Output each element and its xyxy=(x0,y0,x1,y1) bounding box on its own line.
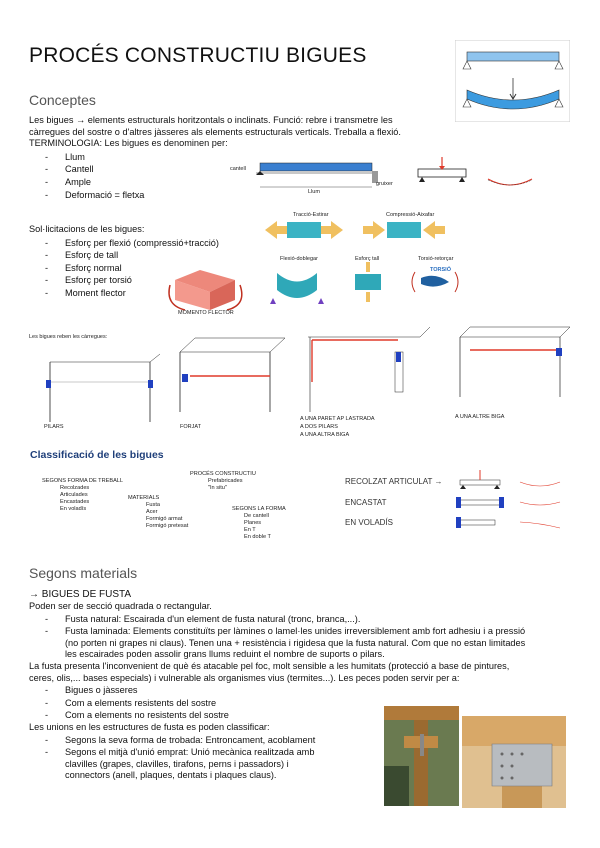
cantell-label: cantell xyxy=(230,166,246,172)
list-item: - Cantell xyxy=(29,163,449,176)
pilars-label: A DOS PILARS xyxy=(300,424,338,430)
gruix-label: gruixer xyxy=(376,181,393,187)
flexio-label: Flexió-doblegar xyxy=(280,256,318,262)
paret-label: A UNA PARET AP LASTRADA xyxy=(300,416,375,422)
materials-title: MATERIALS xyxy=(128,495,160,501)
llum-label: Llum xyxy=(308,189,320,195)
list-item: Planes xyxy=(244,520,262,526)
paret-type-label: PILARS xyxy=(44,424,64,430)
fusta-cont4: connectors (anell, plaques, dentats i plaques claus). xyxy=(65,770,277,781)
list-item: - Moment flector xyxy=(29,287,219,300)
list-item: - Com a elements no resistents del sostre xyxy=(29,709,574,722)
pilar-label: FORJAT xyxy=(180,424,201,430)
proces-block xyxy=(190,471,256,492)
list-item: En doble T xyxy=(244,534,271,540)
fusta-p1: Poden ser de secció quadrada o rectangular. xyxy=(29,601,212,611)
altra-biga-2-label: A UNA ALTRE BIGA xyxy=(455,414,505,420)
list-item: - Bigues o jàsseres xyxy=(29,684,574,697)
fusta-cont1: (no porten ni grapes ni claus). Tenen una + resistència i rigidesa que la fusta natural. Com que no estan limitades xyxy=(65,637,526,648)
list-item: Prefabricades xyxy=(208,478,243,484)
support-voladis: EN VOLADÍS xyxy=(345,518,394,527)
fusta-cont2: les escairades poden assolir grans llums reduint el nombre de suports o pilars. xyxy=(65,649,385,660)
sollicitacions-label: Sol·licitacions de les bigues: xyxy=(29,224,145,234)
list-item: - Esforç de tall xyxy=(29,249,219,262)
fusta-heading: → BIGUES DE FUSTA xyxy=(29,589,132,600)
forma-title: SEGONS LA FORMA xyxy=(232,506,286,512)
list-item: Encastades xyxy=(60,499,90,505)
fusta-p2: La fusta presenta l'inconvenient de què és atacable pel foc, molt sensible a les humitats (protecció a base de pintures, xyxy=(29,660,510,671)
forma-block xyxy=(232,506,286,541)
fusta-types-list xyxy=(29,613,574,638)
list-item: - Segons la seva forma de trobada: Entroncament, acoblament xyxy=(29,734,574,747)
section-conceptes: Conceptes xyxy=(29,92,96,108)
tall-label: Esforç tall xyxy=(355,256,380,262)
page-title: PROCÉS CONSTRUCTIU BIGUES xyxy=(29,44,367,67)
section-segons-materials: Segons materials xyxy=(29,565,138,581)
torsio-label: Torsió-retorçar xyxy=(418,256,454,262)
support-recolzat: RECOLZAT ARTICULAT → xyxy=(345,477,443,486)
list-item: - Esforç per torsió xyxy=(29,274,219,287)
list-item: Articulades xyxy=(60,492,88,498)
altra-biga-label: A UNA ALTRA BIGA xyxy=(300,432,350,438)
list-item: - Ample xyxy=(29,176,449,189)
fusta-cont3: clavilles (grapes, clavilles, tirafons, perns i passadors) i xyxy=(65,758,289,769)
torso-label: TORSIÓ xyxy=(430,267,451,273)
intro-line-1: Les bigues → elements estructurals horitzontals o inclinats. Funció: rebre i transmetre les xyxy=(29,115,393,125)
carregues-label: Les bigues reben les càrregues: xyxy=(29,334,108,340)
list-item: Recolzades xyxy=(60,485,90,491)
list-item: - Segons el mitjà d'unió emprat: Unió mecànica realitzada amb xyxy=(29,746,574,759)
fusta-p3: ceres, olis,... bases especials) i vulnerable als organismes vius (termites...). Les peces poden servir per a: xyxy=(29,672,460,683)
list-item: "In situ" xyxy=(208,485,227,491)
list-item: Fusta xyxy=(146,502,160,508)
list-item: En T xyxy=(244,527,256,533)
list-item: - Esforç per flexió (compressió+tracció) xyxy=(29,237,219,250)
support-encastat: ENCASTAT xyxy=(345,498,387,507)
list-item: Formigó pretesat xyxy=(146,523,189,529)
supports-figure xyxy=(455,470,575,530)
list-item: - Llum xyxy=(29,151,449,164)
intro-line-2: càrregues del sostre o d'altres jàsseres als elements estructurals verticals. Treballa a flexió. xyxy=(29,126,401,137)
forma-treball-block xyxy=(42,478,123,513)
proces-title: PROCÉS CONSTRUCTIU xyxy=(190,471,256,477)
list-item: - Fusta natural: Escairada d'un element de fusta natural (tronc, branca,...). xyxy=(29,613,574,626)
list-item: De cantell xyxy=(244,513,269,519)
materials-block xyxy=(128,495,188,530)
list-item: En voladís xyxy=(60,506,87,512)
terminologia-label: TERMINOLOGIA: Les bigues es denominen per: xyxy=(29,138,228,149)
moment-label: MOMENTO FLECTOR xyxy=(178,310,234,316)
list-item: Acer xyxy=(146,509,158,515)
list-item: - Deformació = fletxa xyxy=(29,189,449,202)
list-item: - Esforç normal xyxy=(29,262,219,275)
list-item: Formigó armat xyxy=(146,516,183,522)
traccio-label: Tracció-Estirar xyxy=(293,212,329,218)
list-item: - Fusta laminada: Elements constituïts per làmines o lamel·les unides irreversiblement amb fort adhesiu i a pressió xyxy=(29,625,574,638)
fusta-p4: Les unions en les estructures de fusta es poden classificar: xyxy=(29,721,270,732)
forces-figure xyxy=(165,210,475,320)
beam-deflection-figure xyxy=(455,40,570,122)
classificacio-heading: Classificació de les bigues xyxy=(30,449,164,461)
beam-terminology-figure xyxy=(230,157,580,197)
metal-connector-photo xyxy=(462,716,566,808)
list-item: - Com a elements resistents del sostre xyxy=(29,697,574,710)
compressio-label: Compressió-Aixafar xyxy=(386,212,435,218)
forma-treball-title: SEGONS FORMA DE TREBALL xyxy=(42,478,124,484)
wood-beam-photo xyxy=(384,706,459,806)
